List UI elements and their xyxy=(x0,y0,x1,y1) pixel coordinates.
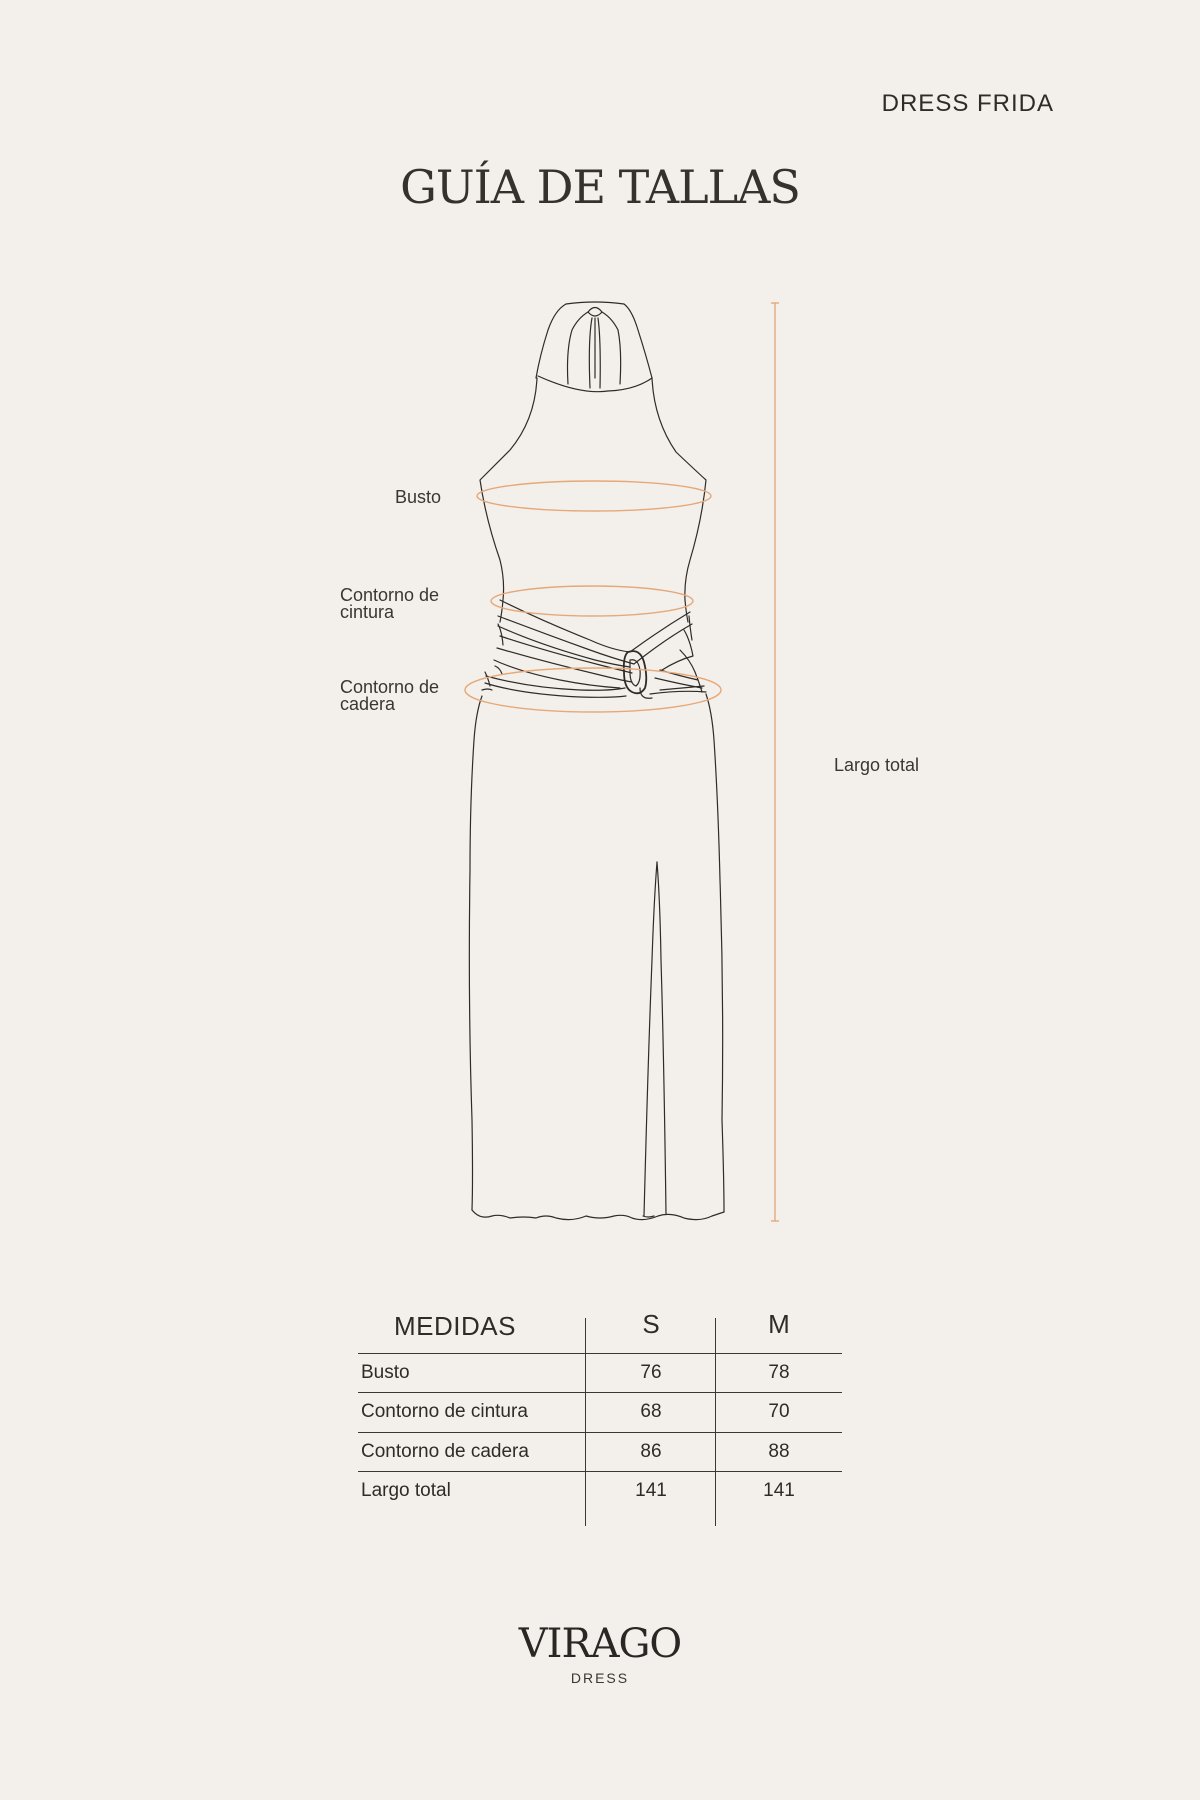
bust-label: Busto xyxy=(395,487,442,507)
product-name: DRESS FRIDA xyxy=(881,90,1054,117)
row-name: Busto xyxy=(361,1362,410,1383)
brand-logo xyxy=(0,1620,1200,1686)
brand-name: VIRAGO xyxy=(518,1621,682,1667)
waist-label: Contorno de cintura xyxy=(340,585,440,622)
dress-slit xyxy=(644,862,657,1216)
column-divider xyxy=(715,1318,716,1526)
row-value-s: 86 xyxy=(640,1441,662,1462)
bust-measure-ring xyxy=(477,481,711,511)
header-size-m: M xyxy=(768,1309,790,1339)
dress-knot xyxy=(588,308,602,317)
table-row xyxy=(358,1392,842,1432)
table-row xyxy=(358,1432,842,1471)
table-header xyxy=(358,1300,842,1353)
dress-wrap-belt xyxy=(500,600,690,652)
table-row xyxy=(358,1471,842,1510)
table-row xyxy=(358,1353,842,1392)
header-size-s: S xyxy=(642,1309,660,1339)
page-title: GUÍA DE TALLAS xyxy=(400,160,800,214)
waist-measure-ring xyxy=(491,586,693,616)
row-value-m: 141 xyxy=(763,1480,795,1501)
size-table xyxy=(358,1300,842,1510)
row-value-m: 70 xyxy=(768,1401,790,1422)
row-name: Largo total xyxy=(361,1480,451,1501)
dress-skirt-left xyxy=(469,696,482,1210)
hip-label: Contorno de cadera xyxy=(340,677,440,714)
dress-hem xyxy=(472,1210,724,1220)
column-divider xyxy=(585,1318,586,1526)
brand-subtitle: DRESS xyxy=(570,1670,630,1686)
length-label: Largo total xyxy=(834,755,920,775)
dress-bodice-right xyxy=(652,378,706,622)
row-value-s: 141 xyxy=(635,1480,667,1501)
row-value-m: 88 xyxy=(768,1441,790,1462)
dress-bodice-left xyxy=(480,378,537,622)
row-name: Contorno de cadera xyxy=(361,1441,529,1462)
row-value-s: 68 xyxy=(640,1401,662,1422)
header-measures: MEDIDAS xyxy=(394,1311,516,1341)
dress-skirt-right xyxy=(706,694,724,1212)
row-name: Contorno de cintura xyxy=(361,1401,528,1422)
dress-neck-outline xyxy=(536,304,566,378)
row-value-m: 78 xyxy=(768,1362,790,1383)
row-value-s: 76 xyxy=(640,1362,662,1383)
